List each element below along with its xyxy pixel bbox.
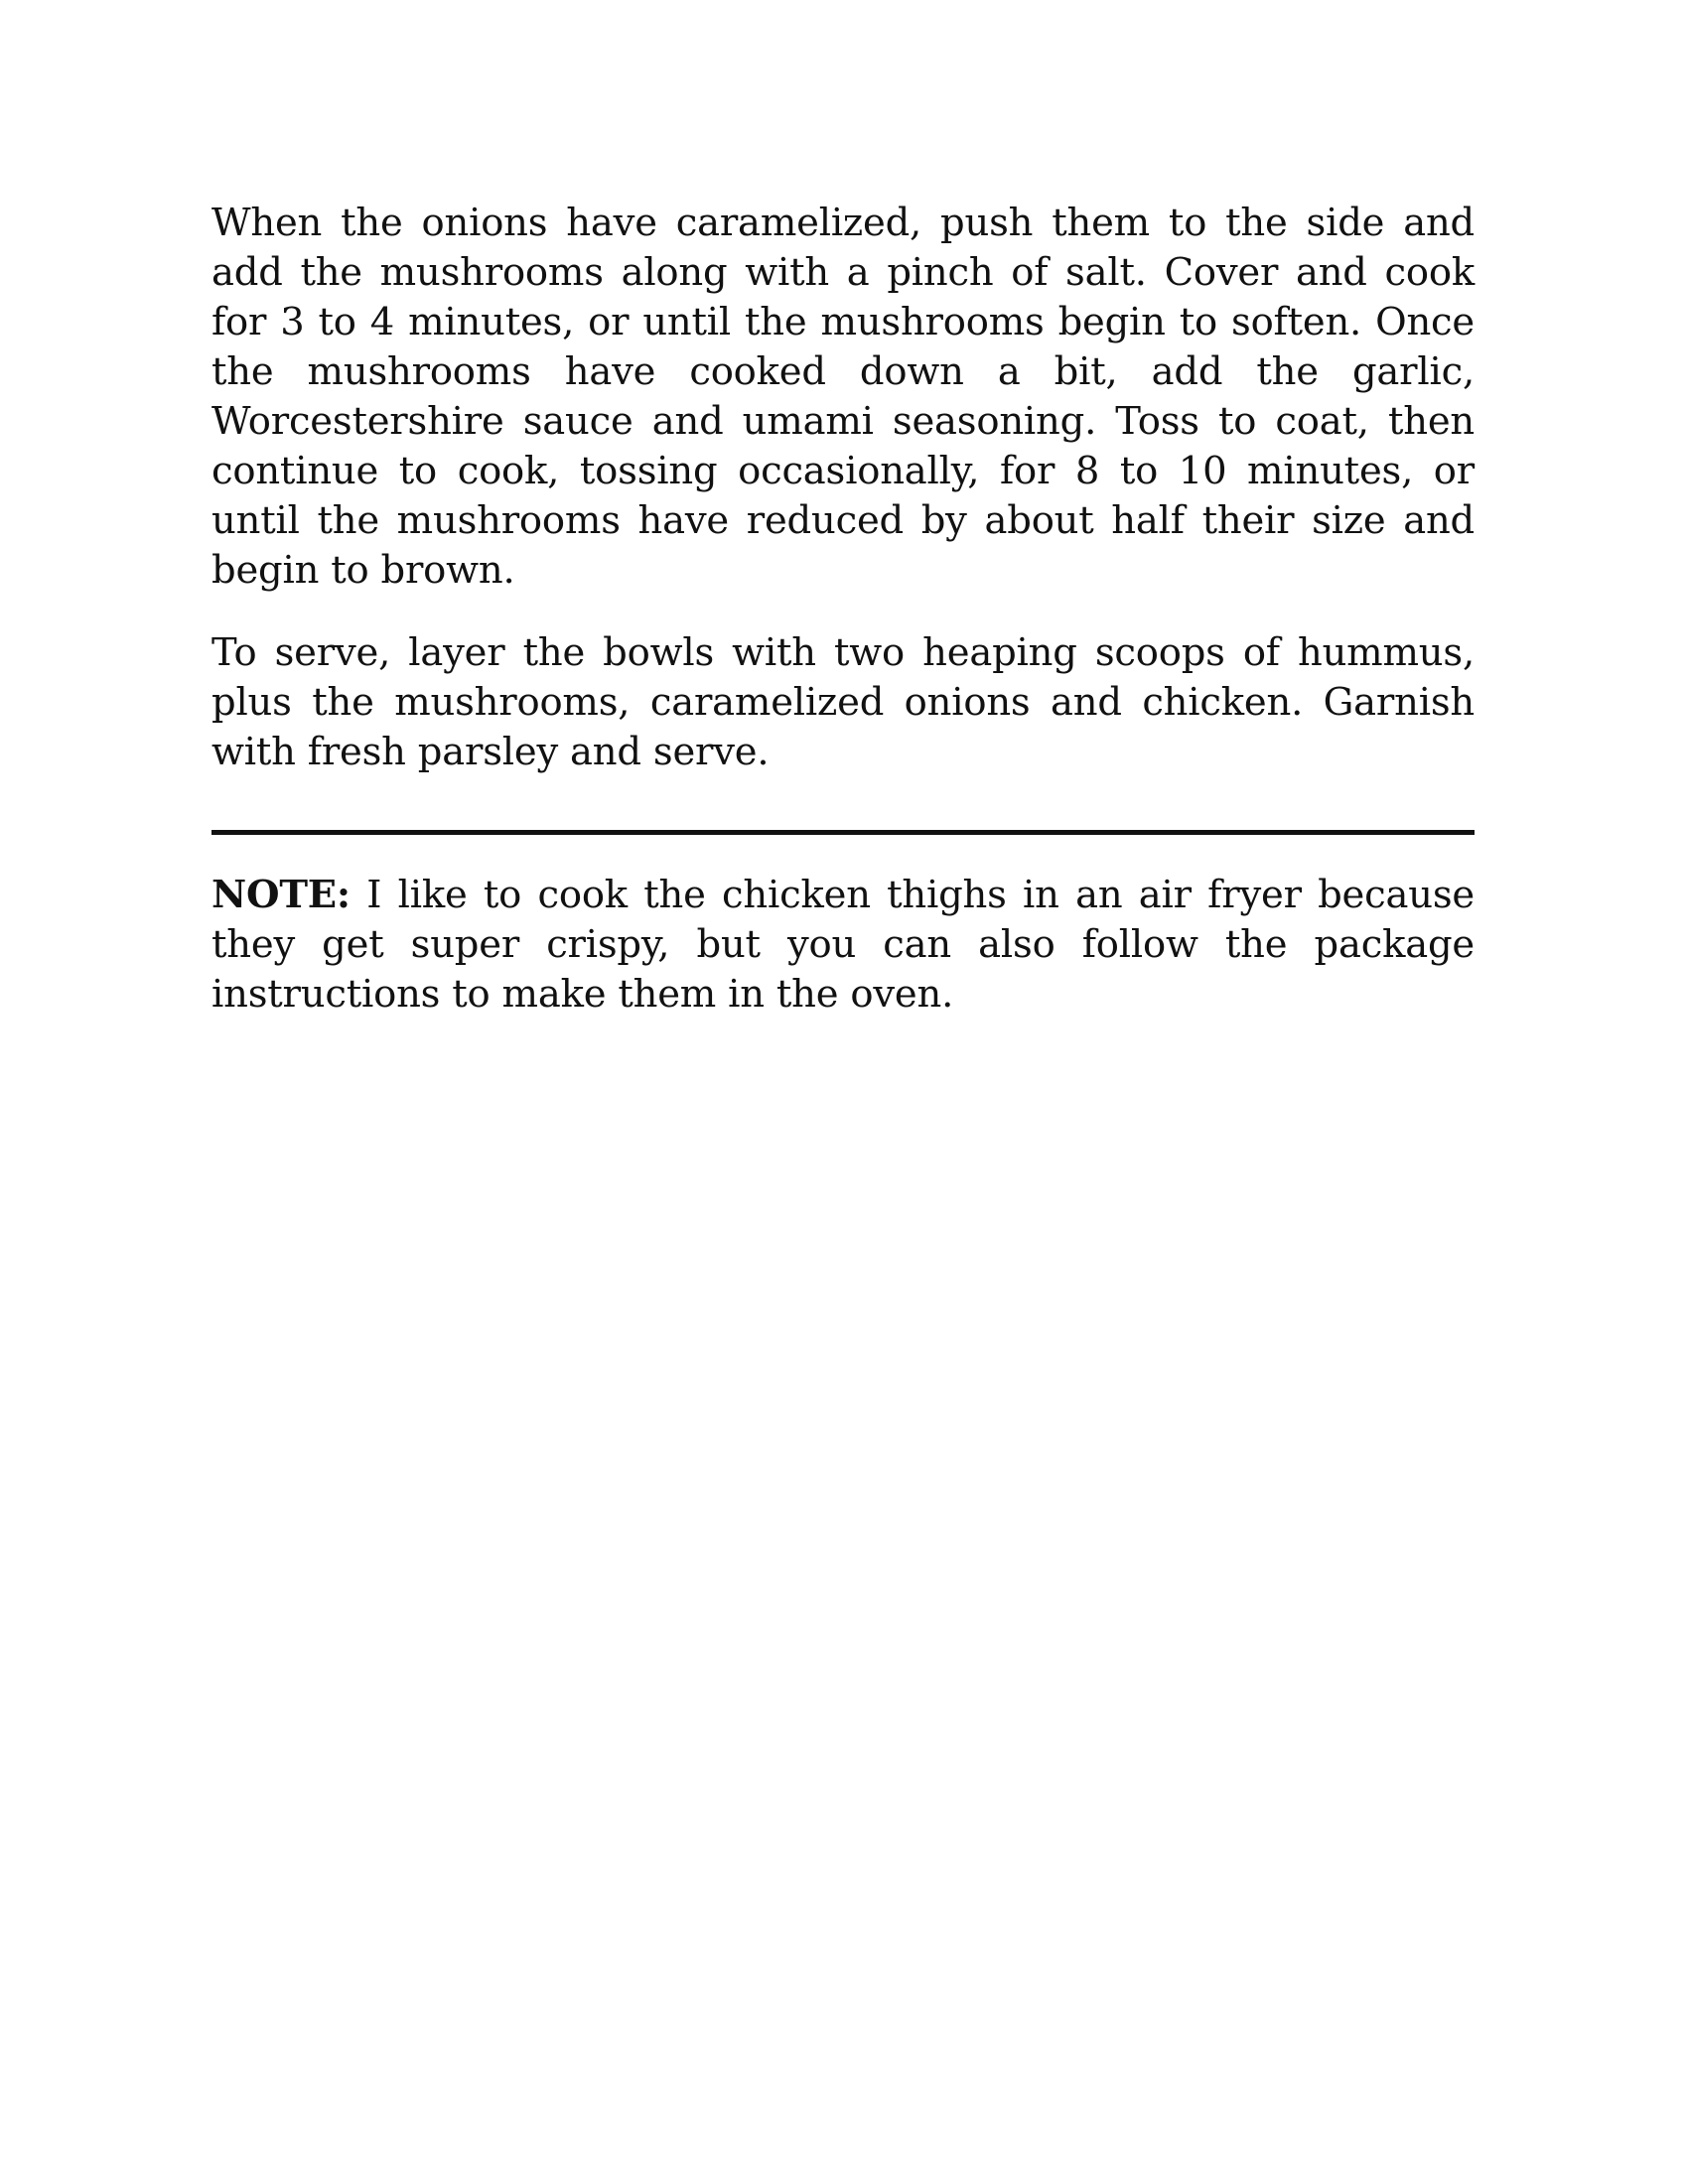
instruction-paragraph-serve: To serve, layer the bowls with two heaping scoops of hummus, plus the mushrooms, caramelized onions and chicken. Garnish with fresh parsley and serve. <box>211 630 1475 774</box>
note-paragraph <box>211 871 1475 1020</box>
note-label: NOTE: <box>211 873 351 917</box>
note-text: I like to cook the chicken thighs in an air fryer because they get super crispy, but you can also follow the package instructions to make them in the oven. <box>211 873 1475 1017</box>
instruction-paragraph-mushrooms: When the onions have caramelized, push them to the side and add the mushrooms along with a pinch of salt. Cover and cook for 3 to 4 minutes, or until the mushrooms begin to soften. Once the mushrooms have cooked down a bit, add the garlic, Worcestershire sauce and umami seasoning. Toss to coat, then continue to cook, tossing occasionally, for 8 to 10 minutes, or until the mushrooms have reduced by about half their size and begin to brown. <box>211 201 1475 593</box>
horizontal-divider <box>211 830 1475 835</box>
document-page <box>211 199 1475 1020</box>
